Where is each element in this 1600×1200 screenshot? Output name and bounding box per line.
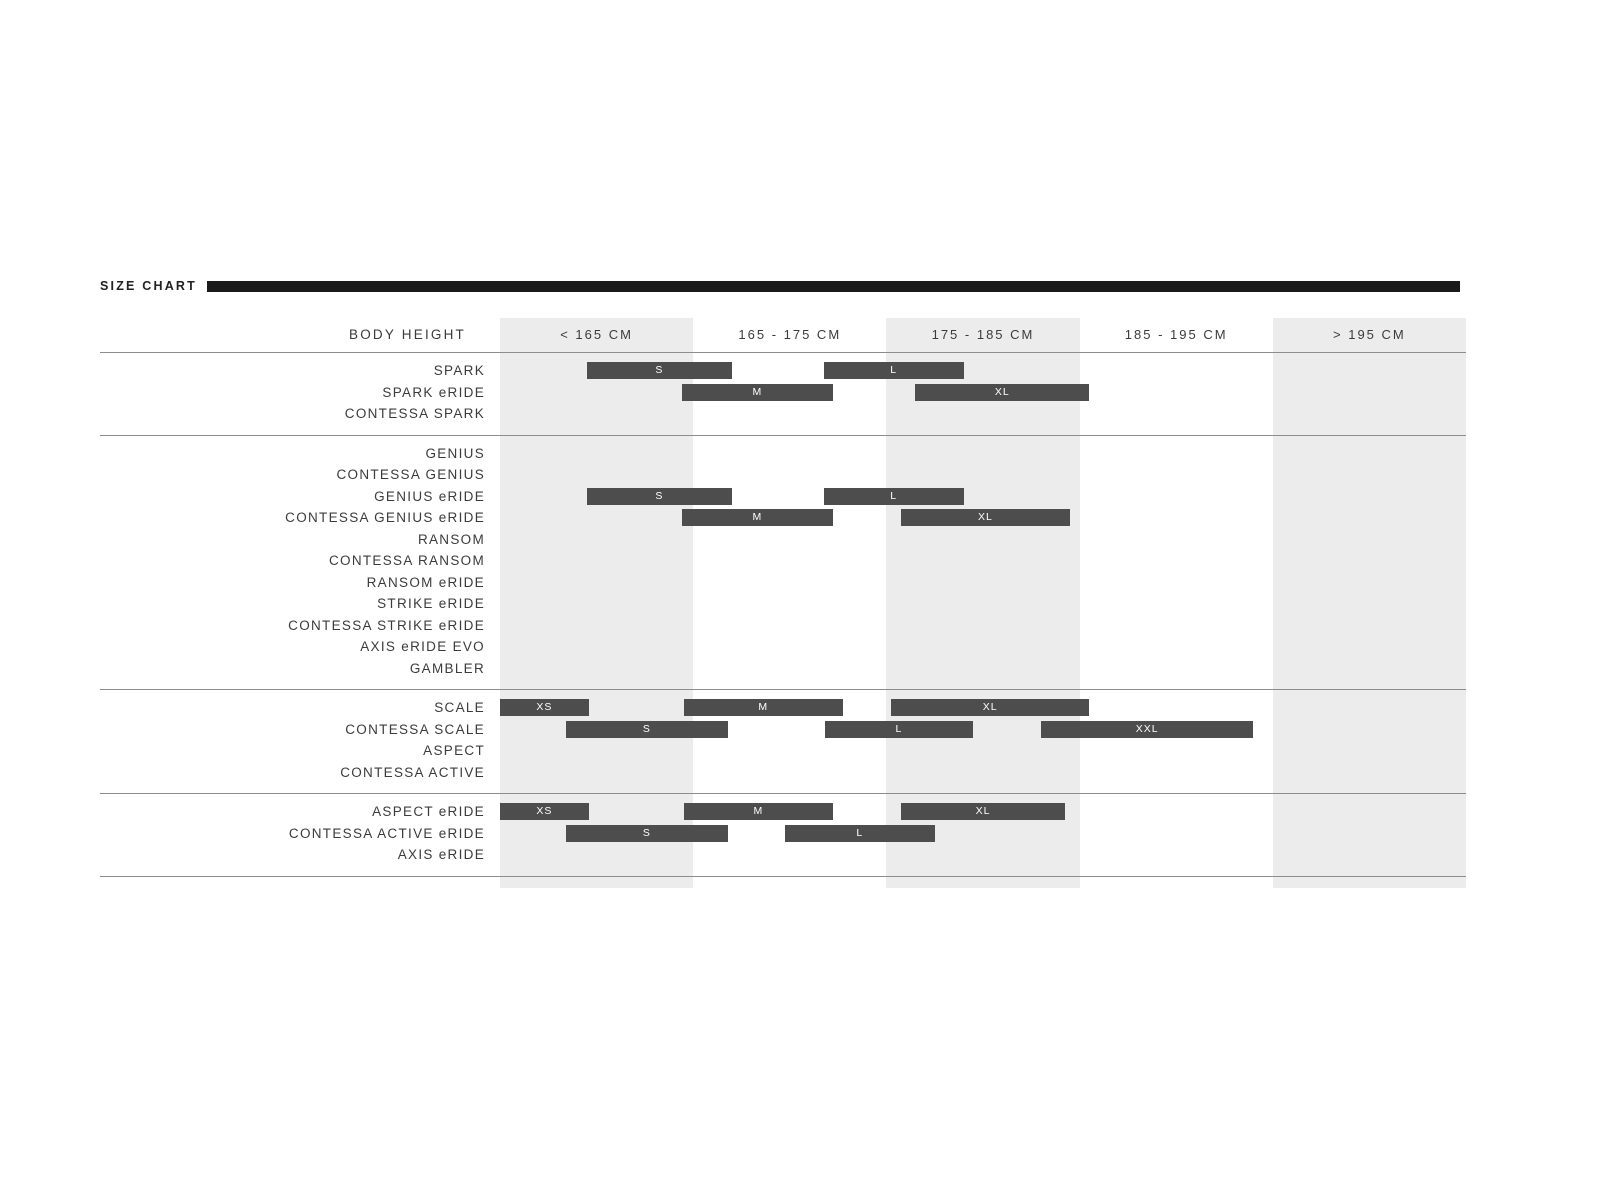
size-bar-m: M	[684, 699, 843, 716]
model-label: CONTESSA ACTIVE	[340, 764, 485, 780]
chart-grid	[100, 318, 1466, 888]
model-label: GENIUS eRIDE	[374, 488, 485, 504]
chart-title-bar	[100, 278, 1460, 294]
model-label: RANSOM	[417, 531, 485, 547]
model-label: CONTESSA SCALE	[345, 721, 485, 737]
column-header-3: 185 - 195 CM	[1124, 327, 1228, 342]
size-bar-xxl: XXL	[1041, 721, 1254, 738]
model-label: CONTESSA ACTIVE eRIDE	[288, 825, 485, 841]
model-label: AXIS eRIDE EVO	[360, 639, 485, 654]
size-bar-xl: XL	[901, 509, 1070, 526]
model-label: SPARK	[433, 363, 485, 378]
column-header-1: 165 - 175 CM	[738, 327, 842, 342]
grid-rule-3	[100, 793, 1466, 794]
model-label: GENIUS	[425, 445, 485, 461]
model-label: ASPECT eRIDE	[372, 804, 485, 819]
model-label: RANSOM eRIDE	[366, 574, 485, 590]
size-bar-m: M	[682, 509, 834, 526]
grid-rule-1	[100, 435, 1466, 436]
size-bar-l: L	[825, 721, 974, 738]
size-bar-xl: XL	[891, 699, 1089, 716]
size-bar-s: S	[566, 721, 728, 738]
model-label: CONTESSA STRIKE eRIDE	[288, 617, 485, 633]
model-label: AXIS eRIDE	[397, 847, 485, 862]
size-bar-l: L	[824, 488, 964, 505]
size-bar-s: S	[587, 488, 732, 505]
size-bar-m: M	[682, 384, 834, 401]
chart-header-row	[100, 318, 1466, 352]
size-bar-s: S	[587, 362, 732, 379]
size-bar-xl: XL	[901, 803, 1065, 820]
column-header-4: > 195 CM	[1333, 327, 1406, 342]
size-bar-l: L	[785, 825, 935, 842]
model-label: SCALE	[434, 700, 485, 715]
title-rule	[207, 281, 1460, 292]
grid-rule-2	[100, 689, 1466, 690]
model-label: ASPECT	[423, 743, 485, 758]
model-label: GAMBLER	[409, 660, 485, 676]
size-bar-xs: XS	[500, 699, 589, 716]
column-header-2: 175 - 185 CM	[931, 327, 1035, 342]
size-bar-xl: XL	[915, 384, 1089, 401]
model-label: CONTESSA GENIUS	[336, 467, 485, 482]
model-label: SPARK eRIDE	[382, 384, 485, 400]
page-title: SIZE CHART	[100, 279, 197, 293]
size-bar-s: S	[566, 825, 728, 842]
model-label: CONTESSA GENIUS eRIDE	[285, 510, 485, 525]
model-label: CONTESSA RANSOM	[328, 553, 485, 568]
size-bar-m: M	[684, 803, 834, 820]
grid-rule-4	[100, 876, 1466, 877]
model-label: STRIKE eRIDE	[377, 596, 485, 611]
column-header-0: < 165 CM	[560, 327, 633, 342]
header-body-height: BODY HEIGHT	[349, 327, 466, 342]
size-bar-l: L	[824, 362, 964, 379]
grid-rule-top	[100, 352, 1466, 353]
column-band	[1273, 318, 1466, 888]
model-label: CONTESSA SPARK	[344, 406, 485, 421]
size-bar-xs: XS	[500, 803, 589, 820]
